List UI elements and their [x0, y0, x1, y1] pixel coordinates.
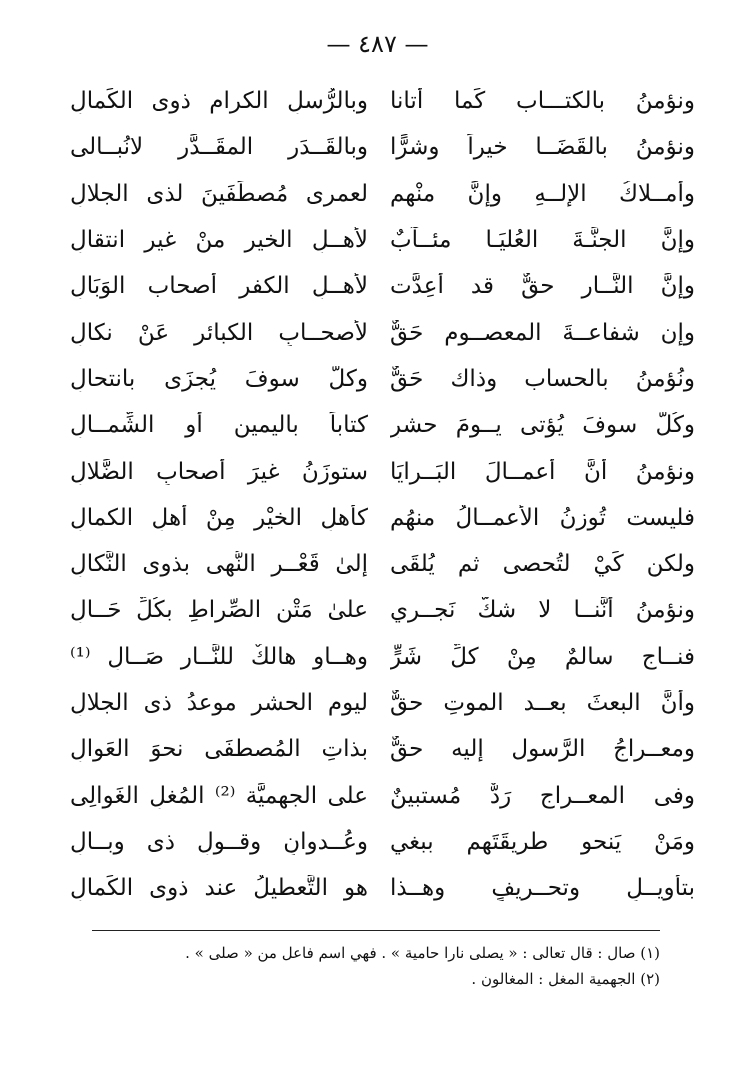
verse-line — [70, 541, 695, 587]
second-hemistich: وبالرُّسلِ الكرام ذوِى الكَمالِ — [70, 88, 368, 115]
first-hemistich: فنــاجٍ سالمٌ مِنْ كلِّ شَرٍّ — [390, 643, 695, 670]
second-hemistich: لأَصحــابِ الكبائرِ عَنْ نكالِ — [70, 319, 368, 346]
footnote-divider — [92, 930, 660, 931]
second-hemistich: وهــاوٍ هالكٌ للنَّــارِ صَــالِ ⁽¹⁾ — [70, 643, 368, 670]
second-hemistich: على الجهميَّة ⁽²⁾ المُغلِ الغَوالِى — [70, 782, 368, 809]
second-hemistich: علىٰ مَتْنِ الصِّراطِ بكُلِّ حَــالِ — [70, 597, 368, 624]
first-hemistich: وفى المعــراجِ رَدٌّ مُستبينٌ — [390, 782, 695, 809]
verse-line — [70, 865, 695, 911]
second-hemistich: وكلٌّ سوفَ يُجزَى بانتحالِ — [70, 365, 368, 392]
verse-line — [70, 356, 695, 402]
verse-line — [70, 819, 695, 865]
verse-line — [70, 217, 695, 263]
first-hemistich: وأمــلاكُ الإلــهِ وإنَّ منْهم — [390, 180, 695, 207]
first-hemistich: ونؤمنُ بالكتـــاب كَما أتانا — [390, 88, 695, 115]
second-hemistich: لعمرى مُصطَفَينَ لذى الجلالِ — [70, 180, 368, 207]
first-hemistich: بتأْويــلٍ وتحــريفٍ وهــذا — [390, 875, 695, 902]
second-hemistich: هو التَّعطيلُ عند ذوى الكَمالِ — [70, 875, 368, 902]
first-hemistich: ومعــراجُ الرَّسول إليه حقٌّ — [390, 736, 695, 763]
verse-line — [70, 171, 695, 217]
first-hemistich: وإن شفاعــةَ المعصــوم حَقٌّ — [390, 319, 695, 346]
first-hemistich: وأنَّ البعثَ بعــد الموتِ حقٌّ — [390, 690, 695, 716]
first-hemistich: وإنَّ النَّــار حقٌّ قد أُعِدَّت — [390, 273, 695, 300]
poem-verses — [70, 78, 695, 911]
second-hemistich: لأَهــلِ الكفرِ أصحاب الوَبَالِ — [70, 273, 368, 300]
verse-line — [70, 680, 695, 726]
first-hemistich: فليست تُوزنُ الأَعمــالُ منهُم — [390, 504, 695, 531]
second-hemistich: وبالقَــدَرِ المقَــدَّرِ لانُبــالى — [70, 134, 368, 161]
second-hemistich: كتاباً باليمين أوِ الشِّمــالِ — [70, 412, 368, 439]
footnote: (١) صال : قال تعالى : « يصلى نارا حامية » . فهي اسم فاعل من « صلى » . — [185, 944, 660, 962]
verse-line — [70, 263, 695, 309]
verse-line — [70, 726, 695, 772]
verse-line — [70, 634, 695, 680]
verse-line — [70, 772, 695, 818]
second-hemistich: ليومِ الحشرِ موعدُ ذى الجلالِ — [70, 690, 368, 716]
first-hemistich: ونُؤمنُ بالحساب وذاك حَقٌّ — [390, 365, 695, 392]
first-hemistich: ونؤمنُ بالقَضَــا خيراً وشرًّا — [390, 134, 695, 161]
first-hemistich: ولكن كَيْ لتُحصى ثم يُلقَى — [390, 551, 695, 578]
verse-line — [70, 124, 695, 170]
second-hemistich: بذاتِ المُصطفَى نحوَ العَوالِ — [70, 736, 368, 763]
second-hemistich: إلىٰ قَعْــرِ النُّهى بذوى النَّكالِ — [70, 551, 368, 578]
second-hemistich: ستوزَنُ غيرَ أصحابِ الضَّلالِ — [70, 458, 368, 485]
first-hemistich: ومَنْ يَنحو طريقَتَهم ببغيٍ — [390, 828, 695, 855]
verse-line — [70, 495, 695, 541]
footnotes — [80, 940, 660, 992]
second-hemistich: لأَهــلِ الخيرِ منْ غيرِ انتقالِ — [70, 227, 368, 254]
first-hemistich: وكُلٌّ سوفَ يُؤتى يــومَ حشرٍ — [390, 412, 695, 439]
verse-line — [70, 78, 695, 124]
footnote: (٢) الجهمية المغل : المغالون . — [471, 970, 660, 988]
second-hemistich: وعُــدوانٍ وقــولِ ذى وبــالِ — [70, 828, 368, 855]
first-hemistich: وإنَّ الجنَّـةَ العُليَـا مئــآبٌ — [390, 227, 695, 254]
verse-line — [70, 587, 695, 633]
first-hemistich: ونؤمنُ أنَّ أعمــالَ البَــرايَا — [390, 458, 695, 485]
verse-line — [70, 402, 695, 448]
verse-line — [70, 309, 695, 355]
verse-line — [70, 448, 695, 494]
page-number: — ٤٨٧ — — [326, 30, 429, 58]
second-hemistich: كأهلِ الخيْرِ مِنْ أهلِ الكمالِ — [70, 504, 368, 531]
first-hemistich: ونؤمنُ أنَّنــا لا شكَّ نَجــري — [390, 597, 695, 624]
